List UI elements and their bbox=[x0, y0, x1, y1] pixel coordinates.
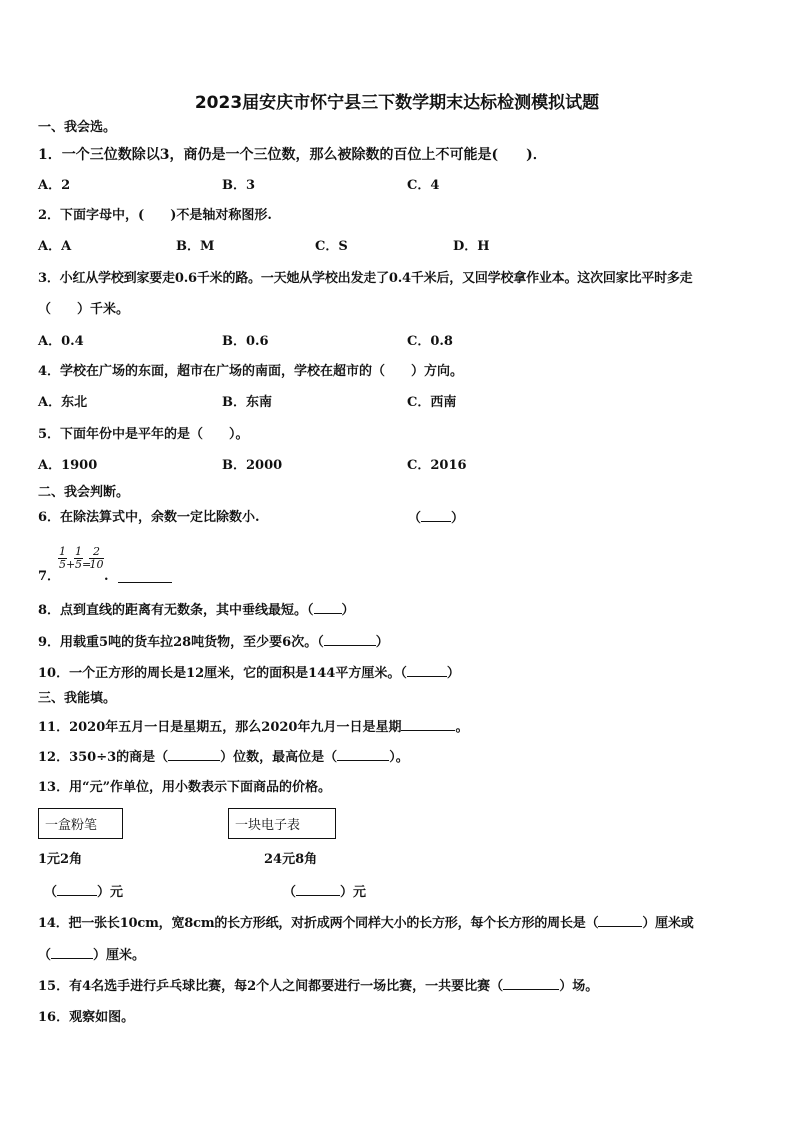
q14-text: 14．把一张长10cm，宽8cm的长方形纸，对折成两个同样大小的长方形，每个长方形的周长是（ bbox=[38, 916, 599, 931]
q13-a1-left: （ bbox=[44, 885, 58, 900]
q1-option-c[interactable]: C．4 bbox=[407, 178, 440, 193]
q14-end: ）厘米。 bbox=[93, 948, 146, 963]
q7-f1-numerator: 1 bbox=[59, 545, 66, 558]
q13-a1-right: ）元 bbox=[97, 885, 124, 900]
q7-f2-denominator: 5 bbox=[75, 558, 82, 571]
q5-option-b[interactable]: B．2000 bbox=[222, 458, 283, 473]
q8-text: 8．点到直线的距离有无数条，其中垂线最短。（ bbox=[38, 603, 314, 618]
question-15 bbox=[38, 977, 598, 996]
q13-a2-left: （ bbox=[283, 885, 297, 900]
q9-blank[interactable] bbox=[324, 633, 376, 646]
question-3: 3．小红从学校到家要走0.6千米的路。一天她从学校出发走了0.4千米后，又回学校拿作业本。这次回家比平时多走 bbox=[38, 271, 693, 286]
q12-text: 12．350÷3的商是（ bbox=[38, 750, 169, 765]
q2-option-b[interactable]: B．M bbox=[176, 239, 215, 254]
q7-f2-numerator: 1 bbox=[75, 545, 82, 558]
q4-option-a[interactable]: A．东北 bbox=[38, 395, 88, 410]
q7-f3-denominator: 10 bbox=[89, 558, 104, 571]
question-11 bbox=[38, 718, 468, 737]
q2-option-d[interactable]: D．H bbox=[453, 239, 490, 254]
q9-end: ） bbox=[375, 635, 389, 650]
q11-blank[interactable] bbox=[401, 718, 455, 731]
q11-end: 。 bbox=[455, 720, 469, 735]
question-4: 4．学校在广场的东面，超市在广场的南面，学校在超市的（ ）方向。 bbox=[38, 364, 464, 379]
q7-f1-denominator: 5 bbox=[59, 558, 66, 571]
price-watch: 24元8角 bbox=[264, 852, 318, 867]
q12-end: ）。 bbox=[389, 750, 409, 765]
section-2-heading: 二、我会判断。 bbox=[38, 485, 130, 500]
q6-answer[interactable] bbox=[408, 509, 464, 528]
question-8 bbox=[38, 601, 355, 620]
q7-equals: = bbox=[82, 558, 92, 571]
question-10 bbox=[38, 664, 460, 683]
q7-plus: + bbox=[66, 558, 76, 571]
q15-blank[interactable] bbox=[503, 977, 559, 990]
section-1-heading: 一、我会选。 bbox=[38, 120, 117, 135]
q14-blank-2[interactable] bbox=[51, 946, 93, 959]
q13-answer-2 bbox=[283, 883, 366, 902]
q7-dot: . bbox=[104, 569, 109, 584]
q6-paren-right: ） bbox=[451, 511, 465, 526]
q15-text: 15．有4名选手进行乒乓球比赛，每2个人之间都要进行一场比赛，一共要比赛（ bbox=[38, 979, 504, 994]
q10-text: 10．一个正方形的周长是12厘米，它的面积是144平方厘米。（ bbox=[38, 666, 407, 681]
question-13: 13．用“元”作单位，用小数表示下面商品的价格。 bbox=[38, 780, 332, 795]
q8-blank[interactable] bbox=[314, 601, 342, 614]
q13-a2-right: ）元 bbox=[340, 885, 367, 900]
question-14-line2 bbox=[38, 946, 145, 965]
q1-option-b[interactable]: B．3 bbox=[222, 178, 256, 193]
item-box-chalk: 一盒粉笔 bbox=[38, 808, 123, 839]
item-box-watch: 一块电子表 bbox=[228, 808, 336, 839]
question-3-line2: （ ）千米。 bbox=[38, 302, 130, 317]
q3-option-c[interactable]: C．0.8 bbox=[407, 334, 453, 349]
q2-option-c[interactable]: C．S bbox=[315, 239, 348, 254]
q14-mid: ）厘米或 bbox=[642, 916, 694, 931]
q6-paren-left: （ bbox=[408, 511, 422, 526]
q2-option-a[interactable]: A．A bbox=[38, 239, 72, 254]
question-5: 5．下面年份中是平年的是（ ）。 bbox=[38, 427, 249, 442]
q10-end: ） bbox=[446, 666, 460, 681]
q7-blank[interactable] bbox=[118, 582, 172, 583]
question-9 bbox=[38, 633, 389, 652]
q6-blank[interactable] bbox=[421, 509, 451, 522]
question-14 bbox=[38, 914, 694, 933]
q13-blank-1[interactable] bbox=[57, 883, 97, 896]
q3-option-a[interactable]: A．0.4 bbox=[38, 334, 84, 349]
page-title: 2023届安庆市怀宁县三下数学期末达标检测模拟试题 bbox=[194, 93, 600, 113]
q14-text2: （ bbox=[38, 948, 52, 963]
q10-blank[interactable] bbox=[407, 664, 447, 677]
question-16: 16．观察如图。 bbox=[38, 1010, 135, 1025]
q4-option-c[interactable]: C．西南 bbox=[407, 395, 457, 410]
q12-blank-1[interactable] bbox=[168, 748, 220, 761]
q13-blank-2[interactable] bbox=[296, 883, 340, 896]
q4-option-b[interactable]: B．东南 bbox=[222, 395, 272, 410]
q14-blank-1[interactable] bbox=[598, 914, 642, 927]
q11-text: 11．2020年五月一日是星期五，那么2020年九月一日是星期 bbox=[38, 720, 402, 735]
q12-blank-2[interactable] bbox=[337, 748, 389, 761]
q1-option-a[interactable]: A．2 bbox=[38, 178, 71, 193]
q13-answer-1 bbox=[44, 883, 123, 902]
q5-option-a[interactable]: A．1900 bbox=[38, 458, 98, 473]
q15-end: ）场。 bbox=[559, 979, 599, 994]
q5-option-c[interactable]: C．2016 bbox=[407, 458, 467, 473]
question-6: 6．在除法算式中，余数一定比除数小. bbox=[38, 510, 260, 525]
q7-fraction-3 bbox=[89, 546, 104, 571]
question-12 bbox=[38, 748, 409, 767]
section-3-heading: 三、我能填。 bbox=[38, 691, 117, 706]
q12-mid: ）位数，最高位是（ bbox=[220, 750, 338, 765]
q3-option-b[interactable]: B．0.6 bbox=[222, 334, 269, 349]
q7-prefix: 7． bbox=[38, 569, 61, 584]
price-chalk: 1元2角 bbox=[38, 852, 83, 867]
q7-f3-numerator: 2 bbox=[89, 546, 104, 559]
question-2: 2．下面字母中，( )不是轴对称图形. bbox=[38, 208, 272, 223]
q8-end: ） bbox=[341, 603, 355, 618]
question-1: 1．一个三位数除以3，商仍是一个三位数，那么被除数的百位上不可能是( )． bbox=[38, 147, 547, 163]
q9-text: 9．用载重5吨的货车拉28吨货物，至少要6次。（ bbox=[38, 635, 324, 650]
